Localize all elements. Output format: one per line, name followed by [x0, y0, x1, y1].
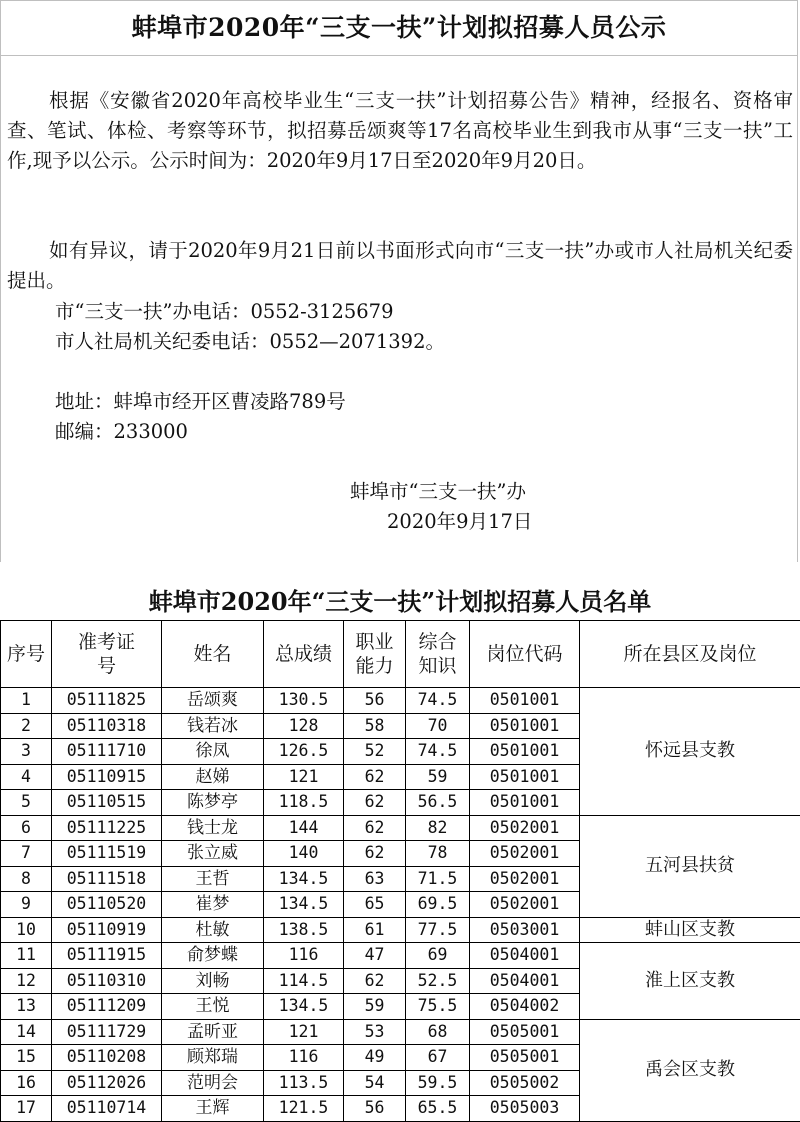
cell-exam-id: 05110318 [52, 713, 162, 739]
cell-exam-id: 05111729 [52, 1019, 162, 1045]
cell-name: 赵娣 [162, 764, 264, 790]
cell-total: 126.5 [264, 739, 344, 765]
cell-post-code: 0504001 [470, 943, 580, 969]
table-row [1, 688, 800, 714]
cell-exam-id: 05111519 [52, 841, 162, 867]
cell-total: 128 [264, 713, 344, 739]
cell-no: 2 [1, 713, 52, 739]
cell-aptitude: 61 [344, 917, 406, 943]
cell-post-code: 0502001 [470, 841, 580, 867]
cell-exam-id: 05111915 [52, 943, 162, 969]
cell-total: 121 [264, 1019, 344, 1045]
cell-aptitude: 59 [344, 994, 406, 1020]
cell-knowledge: 67 [406, 1045, 470, 1071]
cell-name: 钱若冰 [162, 713, 264, 739]
cell-exam-id: 05110919 [52, 917, 162, 943]
cell-total: 134.5 [264, 892, 344, 918]
cell-aptitude: 56 [344, 1096, 406, 1122]
cell-name: 钱士龙 [162, 815, 264, 841]
cell-total: 118.5 [264, 790, 344, 816]
cell-post-code: 0503001 [470, 917, 580, 943]
cell-no: 12 [1, 968, 52, 994]
cell-aptitude: 56 [344, 688, 406, 714]
cell-knowledge: 74.5 [406, 739, 470, 765]
cell-post-code: 0502001 [470, 892, 580, 918]
cell-aptitude: 62 [344, 968, 406, 994]
cell-name: 陈梦亭 [162, 790, 264, 816]
cell-location: 蚌山区支教 [580, 917, 800, 943]
cell-no: 10 [1, 917, 52, 943]
notice-paragraph-2: 如有异议，请于2020年9月21日前以书面形式向市“三支一扶”办或市人社局机关纪委提出。 [7, 239, 793, 292]
notice-paragraph-1: 根据《安徽省2020年高校毕业生“三支一扶”计划招募公告》精神，经报名、资格审查、笔试、体检、考察等环节，拟招募岳颂爽等17名高校毕业生到我市从事“三支一扶”工作,现予以公示。公示时间为：2020年9月17日至2020年9月20日。 [7, 89, 793, 172]
cell-knowledge: 69.5 [406, 892, 470, 918]
cell-post-code: 0501001 [470, 688, 580, 714]
cell-exam-id: 05110520 [52, 892, 162, 918]
table-row [1, 943, 800, 969]
header-post-code: 岗位代码 [470, 621, 580, 688]
cell-name: 孟昕亚 [162, 1019, 264, 1045]
cell-no: 14 [1, 1019, 52, 1045]
cell-knowledge: 77.5 [406, 917, 470, 943]
table-row [1, 815, 800, 841]
cell-aptitude: 65 [344, 892, 406, 918]
cell-total: 114.5 [264, 968, 344, 994]
roster-title: 蚌埠市2020年“三支一扶”计划拟招募人员名单 [148, 587, 652, 616]
cell-post-code: 0505002 [470, 1070, 580, 1096]
cell-exam-id: 05110714 [52, 1096, 162, 1122]
cell-knowledge: 78 [406, 841, 470, 867]
cell-total: 130.5 [264, 688, 344, 714]
cell-knowledge: 70 [406, 713, 470, 739]
cell-aptitude: 49 [344, 1045, 406, 1071]
cell-no: 3 [1, 739, 52, 765]
cell-knowledge: 68 [406, 1019, 470, 1045]
postcode: 邮编：233000 [55, 420, 188, 443]
cell-total: 116 [264, 1045, 344, 1071]
notice-body [0, 56, 798, 562]
cell-no: 9 [1, 892, 52, 918]
cell-no: 4 [1, 764, 52, 790]
cell-post-code: 0501001 [470, 739, 580, 765]
header-location: 所在县区及岗位 [580, 621, 800, 688]
cell-knowledge: 82 [406, 815, 470, 841]
cell-total: 144 [264, 815, 344, 841]
cell-name: 俞梦蝶 [162, 943, 264, 969]
cell-post-code: 0505001 [470, 1019, 580, 1045]
cell-aptitude: 47 [344, 943, 406, 969]
cell-no: 16 [1, 1070, 52, 1096]
cell-exam-id: 05110208 [52, 1045, 162, 1071]
signature: 蚌埠市“三支一扶”办 [350, 480, 526, 503]
cell-post-code: 0501001 [470, 713, 580, 739]
cell-no: 5 [1, 790, 52, 816]
header-no: 序号 [1, 621, 52, 688]
cell-exam-id: 05110310 [52, 968, 162, 994]
cell-post-code: 0505001 [470, 1045, 580, 1071]
cell-total: 121.5 [264, 1096, 344, 1122]
cell-total: 138.5 [264, 917, 344, 943]
cell-name: 杜敏 [162, 917, 264, 943]
address: 地址：蚌埠市经开区曹凌路789号 [55, 390, 346, 413]
cell-name: 王悦 [162, 994, 264, 1020]
cell-aptitude: 52 [344, 739, 406, 765]
cell-post-code: 0502001 [470, 815, 580, 841]
cell-post-code: 0504002 [470, 994, 580, 1020]
header-name: 姓名 [162, 621, 264, 688]
notice-title: 蚌埠市2020年“三支一扶”计划拟招募人员公示 [0, 0, 798, 56]
cell-post-code: 0504001 [470, 968, 580, 994]
cell-no: 15 [1, 1045, 52, 1071]
cell-knowledge: 52.5 [406, 968, 470, 994]
cell-exam-id: 05110515 [52, 790, 162, 816]
cell-knowledge: 74.5 [406, 688, 470, 714]
cell-name: 张立威 [162, 841, 264, 867]
header-aptitude: 职业能力 [344, 621, 406, 688]
cell-aptitude: 58 [344, 713, 406, 739]
cell-exam-id: 05110915 [52, 764, 162, 790]
cell-aptitude: 63 [344, 866, 406, 892]
cell-location: 禹会区支教 [580, 1019, 800, 1121]
cell-location: 淮上区支教 [580, 943, 800, 1020]
cell-total: 116 [264, 943, 344, 969]
cell-location: 怀远县支教 [580, 688, 800, 816]
cell-total: 113.5 [264, 1070, 344, 1096]
cell-exam-id: 05111518 [52, 866, 162, 892]
header-exam-id: 准考证号 [52, 621, 162, 688]
cell-no: 8 [1, 866, 52, 892]
table-row [1, 917, 800, 943]
office-phone: 市“三支一扶”办电话：0552-3125679 [55, 300, 394, 323]
cell-knowledge: 75.5 [406, 994, 470, 1020]
cell-no: 13 [1, 994, 52, 1020]
cell-total: 140 [264, 841, 344, 867]
header-total: 总成绩 [264, 621, 344, 688]
discipline-phone: 市人社局机关纪委电话：0552—2071392。 [55, 330, 445, 353]
cell-exam-id: 05112026 [52, 1070, 162, 1096]
cell-exam-id: 05111209 [52, 994, 162, 1020]
cell-aptitude: 53 [344, 1019, 406, 1045]
cell-exam-id: 05111710 [52, 739, 162, 765]
cell-no: 17 [1, 1096, 52, 1122]
notice-date: 2020年9月17日 [387, 510, 533, 533]
cell-aptitude: 62 [344, 841, 406, 867]
cell-total: 121 [264, 764, 344, 790]
cell-post-code: 0501001 [470, 790, 580, 816]
header-row [1, 621, 800, 688]
cell-total: 134.5 [264, 994, 344, 1020]
cell-aptitude: 54 [344, 1070, 406, 1096]
roster-table [0, 620, 800, 1122]
cell-knowledge: 65.5 [406, 1096, 470, 1122]
cell-post-code: 0502001 [470, 866, 580, 892]
cell-name: 范明会 [162, 1070, 264, 1096]
table-row [1, 1019, 800, 1045]
cell-no: 1 [1, 688, 52, 714]
cell-knowledge: 69 [406, 943, 470, 969]
cell-no: 11 [1, 943, 52, 969]
cell-post-code: 0501001 [470, 764, 580, 790]
cell-post-code: 0505003 [470, 1096, 580, 1122]
cell-no: 7 [1, 841, 52, 867]
cell-exam-id: 05111225 [52, 815, 162, 841]
header-knowledge: 综合知识 [406, 621, 470, 688]
cell-total: 134.5 [264, 866, 344, 892]
cell-name: 岳颂爽 [162, 688, 264, 714]
cell-name: 刘畅 [162, 968, 264, 994]
cell-aptitude: 62 [344, 764, 406, 790]
roster-body [1, 688, 800, 1122]
cell-aptitude: 62 [344, 790, 406, 816]
cell-name: 徐凤 [162, 739, 264, 765]
cell-no: 6 [1, 815, 52, 841]
cell-name: 顾郑瑞 [162, 1045, 264, 1071]
cell-location: 五河县扶贫 [580, 815, 800, 917]
cell-knowledge: 71.5 [406, 866, 470, 892]
cell-name: 王辉 [162, 1096, 264, 1122]
cell-knowledge: 56.5 [406, 790, 470, 816]
cell-name: 崔梦 [162, 892, 264, 918]
cell-knowledge: 59 [406, 764, 470, 790]
cell-name: 王哲 [162, 866, 264, 892]
cell-knowledge: 59.5 [406, 1070, 470, 1096]
cell-aptitude: 62 [344, 815, 406, 841]
cell-exam-id: 05111825 [52, 688, 162, 714]
